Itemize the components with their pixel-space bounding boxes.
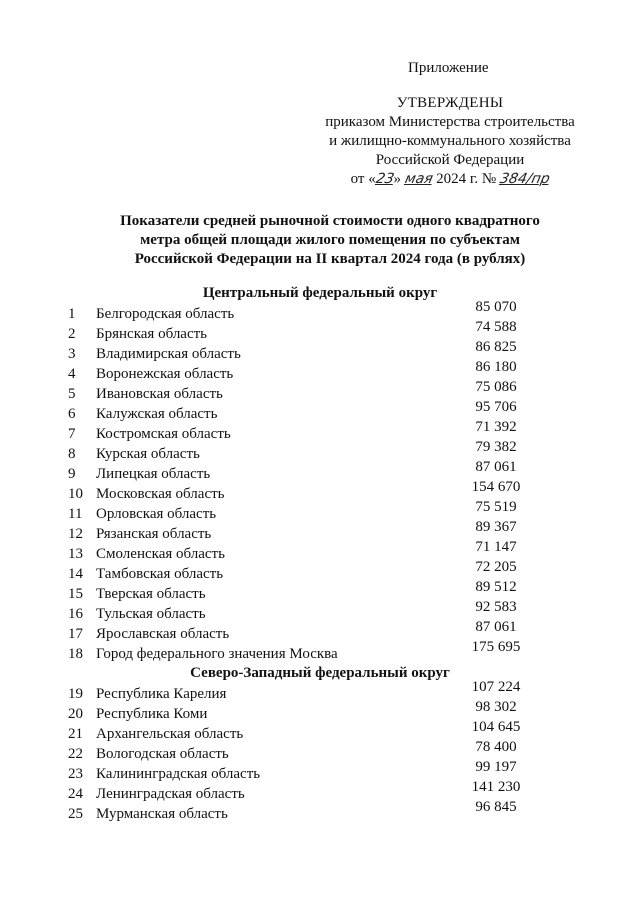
- order-line-3: Российской Федерации: [375, 152, 525, 168]
- region-name: Республика Коми: [96, 706, 208, 722]
- region-value: 85 070: [475, 299, 517, 315]
- row-number: 24: [68, 786, 83, 802]
- region-value: 75 519: [475, 499, 517, 515]
- region-name: Калужская область: [96, 406, 218, 422]
- region-name: Московская область: [96, 486, 225, 502]
- region-value: 96 845: [475, 799, 517, 815]
- region-value: 75 086: [475, 379, 517, 395]
- row-number: 18: [68, 646, 83, 662]
- region-value: 78 400: [475, 739, 517, 755]
- region-name: Тамбовская область: [96, 566, 224, 582]
- row-number: 3: [68, 346, 76, 362]
- federal-district-heading: Центральный федеральный округ: [202, 285, 438, 301]
- region-value: 154 670: [471, 479, 521, 495]
- region-name: Смоленская область: [96, 546, 225, 562]
- region-value: 72 205: [475, 559, 517, 575]
- date-mid: »: [393, 171, 402, 187]
- row-number: 12: [68, 526, 83, 542]
- document-title: [80, 212, 580, 269]
- region-name: Костромская область: [96, 426, 231, 442]
- row-number: 6: [68, 406, 76, 422]
- appendix-label: Приложение: [408, 60, 489, 76]
- table-row: [60, 639, 580, 663]
- row-number: 1: [68, 306, 76, 322]
- region-value: 107 224: [471, 679, 521, 695]
- region-name: Город федерального значения Москва: [96, 646, 338, 662]
- title-line-1: Показатели средней рыночной стоимости одного квадратного: [120, 213, 540, 229]
- region-name: Вологодская область: [96, 746, 229, 762]
- order-number-handwritten: 384/пр: [498, 171, 552, 187]
- region-value: 89 367: [475, 519, 517, 535]
- row-number: 22: [68, 746, 83, 762]
- row-number: 2: [68, 326, 76, 342]
- region-value: 87 061: [475, 619, 517, 635]
- region-value: 98 302: [475, 699, 517, 715]
- region-name: Ярославская область: [96, 626, 230, 642]
- row-number: 8: [68, 446, 76, 462]
- region-name: Мурманская область: [96, 806, 228, 822]
- region-value: 79 382: [475, 439, 517, 455]
- row-number: 10: [68, 486, 83, 502]
- region-name: Владимирская область: [96, 346, 241, 362]
- row-number: 21: [68, 726, 83, 742]
- row-number: 25: [68, 806, 83, 822]
- date-day-handwritten: 23: [374, 171, 396, 187]
- row-number: 20: [68, 706, 83, 722]
- region-name: Республика Карелия: [96, 686, 227, 702]
- region-value: 86 180: [475, 359, 517, 375]
- date-prefix: от «: [350, 171, 376, 187]
- region-value: 99 197: [475, 759, 517, 775]
- federal-district-heading: Северо-Западный федеральный округ: [190, 665, 450, 681]
- date-month-handwritten: мая: [403, 171, 435, 187]
- region-value: 74 588: [475, 319, 517, 335]
- row-number: 5: [68, 386, 76, 402]
- row-number: 16: [68, 606, 83, 622]
- row-number: 4: [68, 366, 76, 382]
- region-value: 87 061: [475, 459, 517, 475]
- region-value: 86 825: [475, 339, 517, 355]
- table-row: [60, 799, 580, 823]
- region-value: 71 392: [475, 419, 517, 435]
- approved-heading: УТВЕРЖДЕНЫ: [396, 95, 504, 111]
- region-name: Ленинградская область: [96, 786, 245, 802]
- row-number: 17: [68, 626, 83, 642]
- row-number: 9: [68, 466, 76, 482]
- region-name: Рязанская область: [96, 526, 212, 542]
- region-name: Тверская область: [96, 586, 206, 602]
- region-name: Тульская область: [96, 606, 206, 622]
- date-year: 2024 г. №: [436, 171, 497, 187]
- row-number: 11: [68, 506, 83, 522]
- approval-block: [300, 94, 600, 189]
- region-value: 71 147: [475, 539, 517, 555]
- title-line-3: Российской Федерации на II квартал 2024 года (в рублях): [134, 251, 526, 267]
- order-date-line: [351, 170, 550, 189]
- region-name: Ивановская область: [96, 386, 223, 402]
- region-value: 89 512: [475, 579, 517, 595]
- order-line-1: приказом Министерства строительства: [325, 114, 575, 130]
- region-name: Брянская область: [96, 326, 208, 342]
- region-name: Калининградская область: [96, 766, 261, 782]
- region-value: 175 695: [471, 639, 521, 655]
- region-name: Курская область: [96, 446, 200, 462]
- region-name: Липецкая область: [96, 466, 211, 482]
- row-number: 7: [68, 426, 76, 442]
- region-value: 141 230: [471, 779, 521, 795]
- region-value: 104 645: [471, 719, 521, 735]
- row-number: 19: [68, 686, 83, 702]
- row-number: 13: [68, 546, 83, 562]
- region-value: 92 583: [475, 599, 517, 615]
- row-number: 23: [68, 766, 83, 782]
- region-name: Орловская область: [96, 506, 217, 522]
- region-name: Воронежская область: [96, 366, 234, 382]
- title-line-2: метра общей площади жилого помещения по субъектам: [140, 232, 520, 248]
- region-name: Белгородская область: [96, 306, 235, 322]
- region-name: Архангельская область: [96, 726, 244, 742]
- regions-table: [60, 283, 580, 823]
- order-line-2: и жилищно-коммунального хозяйства: [329, 133, 571, 149]
- region-value: 95 706: [475, 399, 517, 415]
- row-number: 15: [68, 586, 83, 602]
- row-number: 14: [68, 566, 83, 582]
